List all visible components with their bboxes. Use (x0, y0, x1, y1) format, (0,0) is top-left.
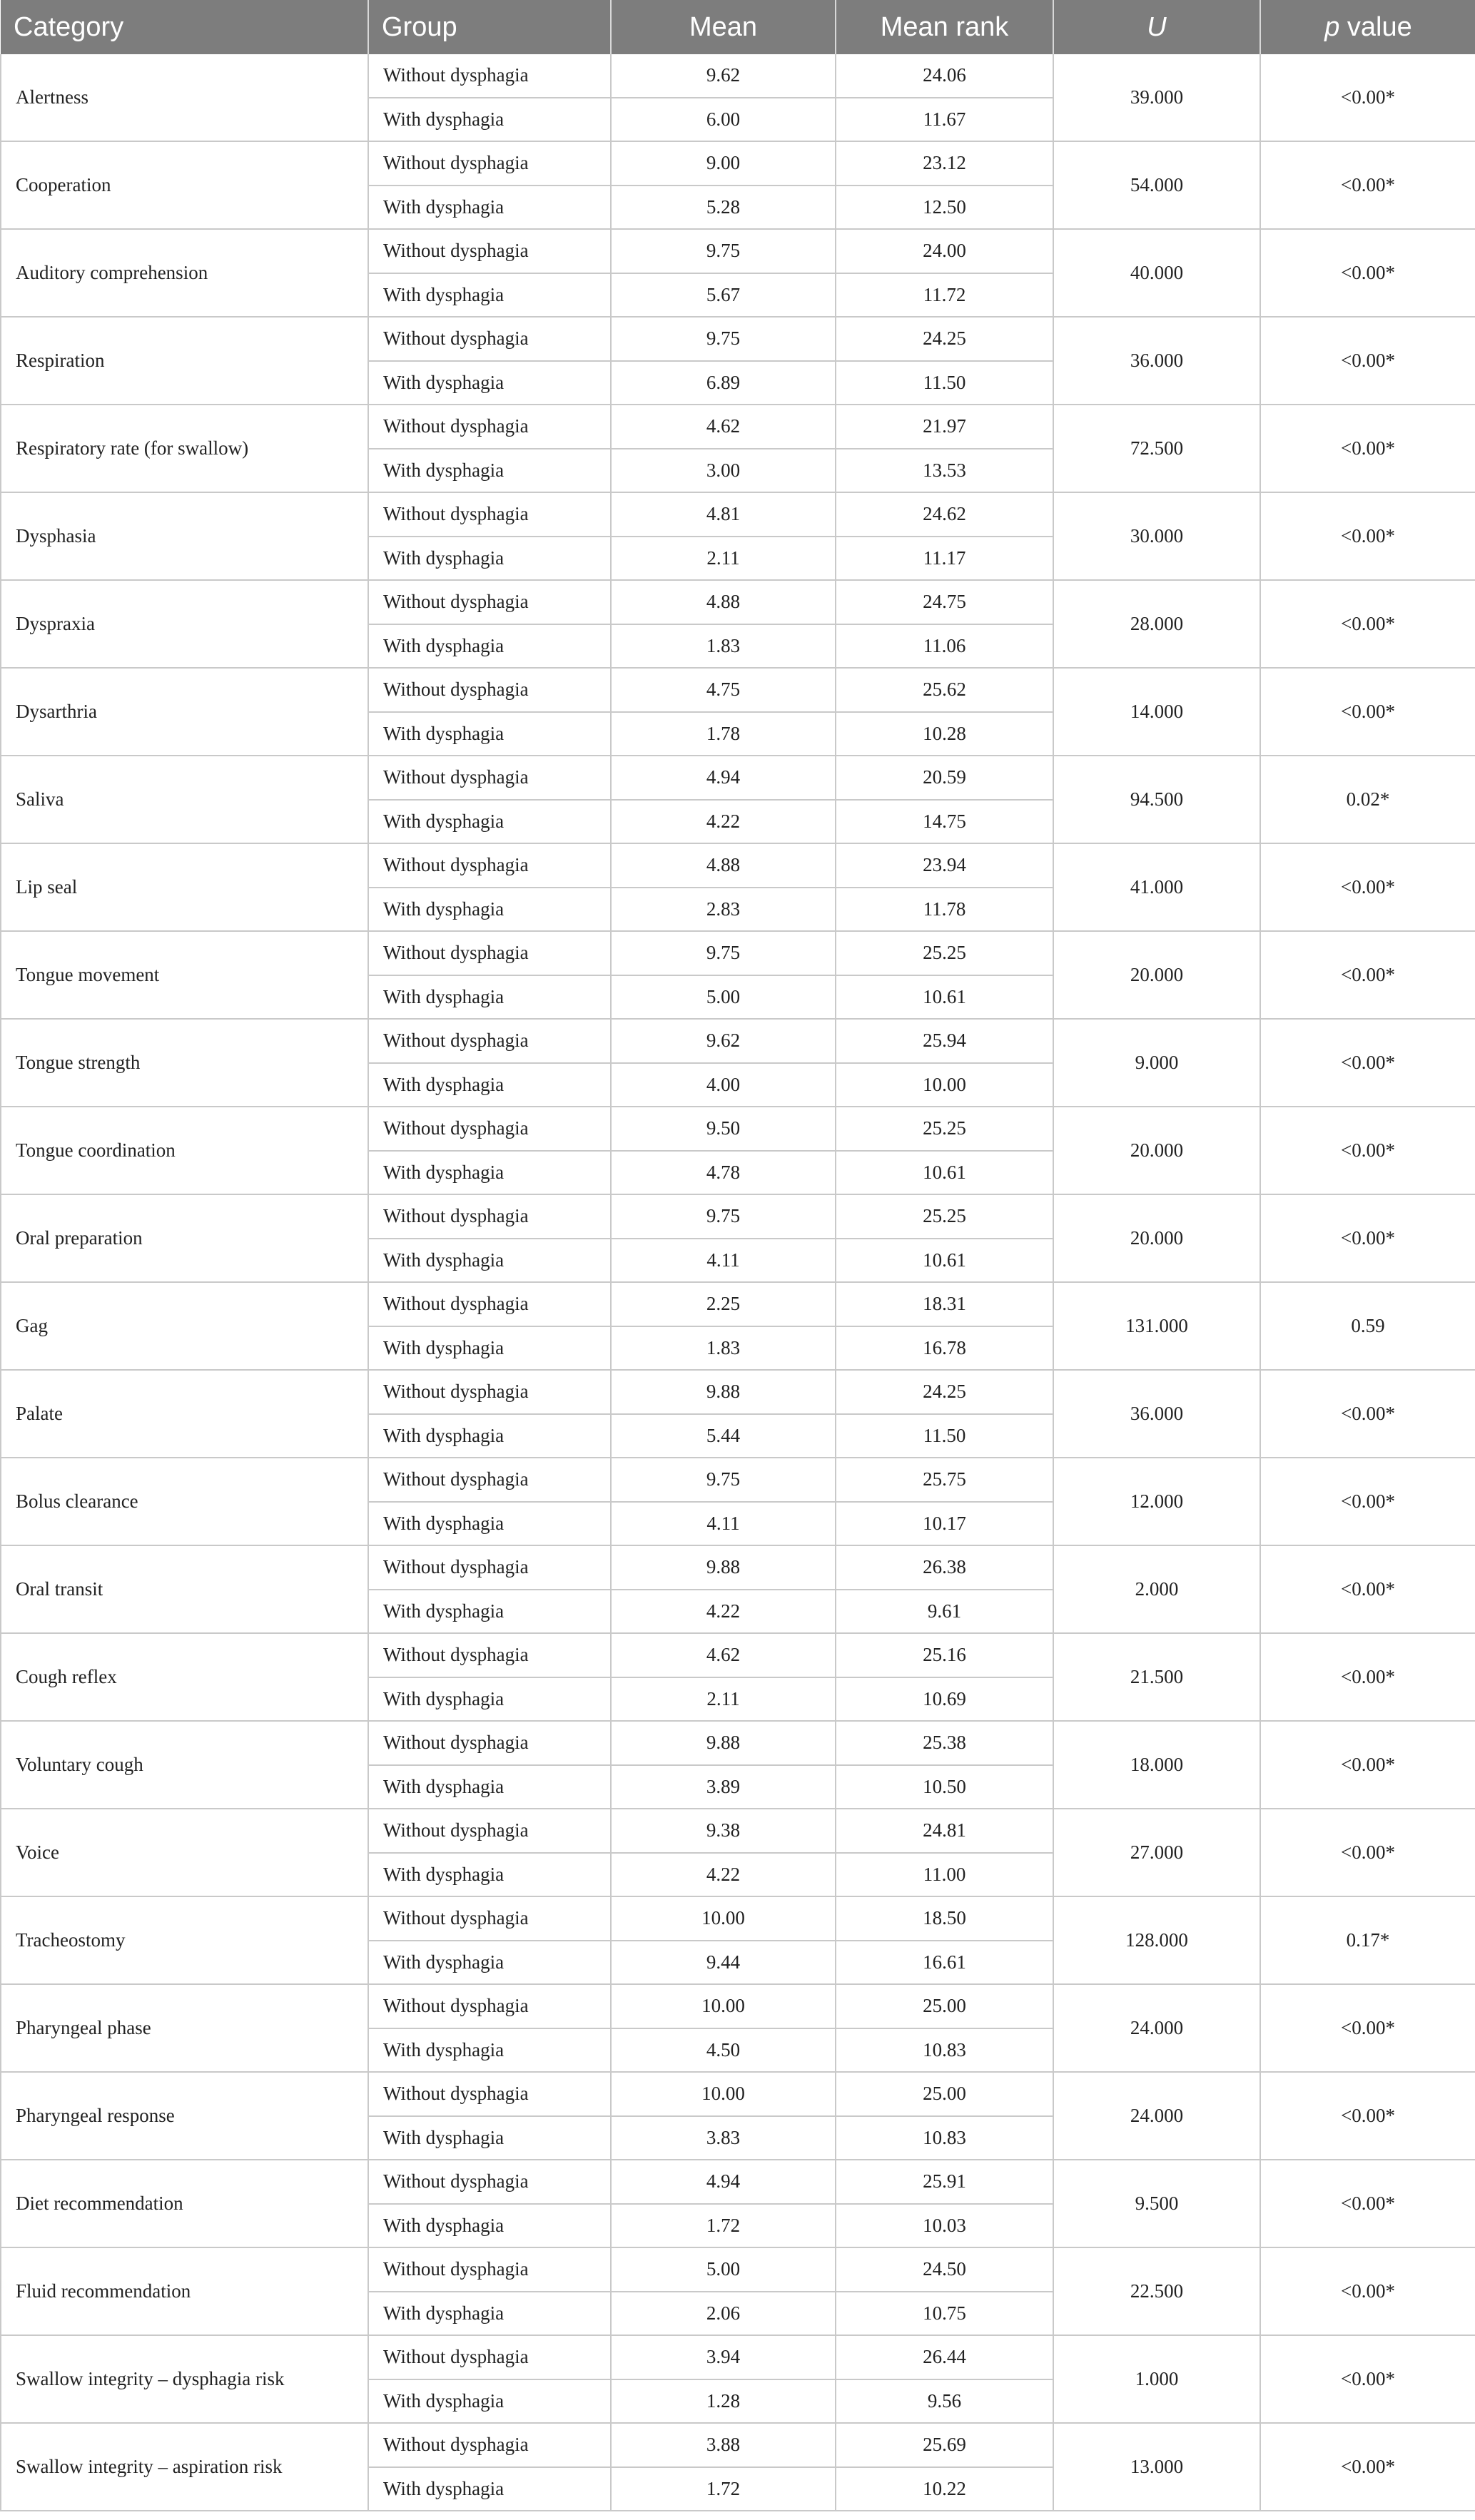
header-mean: Mean (611, 0, 836, 54)
mean-cell: 4.00 (611, 1063, 836, 1107)
group-cell: With dysphagia (368, 1326, 611, 1371)
mean-rank-cell: 24.81 (836, 1809, 1053, 1853)
group-cell: Without dysphagia (368, 1545, 611, 1590)
p-value-cell: <0.00* (1260, 1019, 1475, 1107)
mean-cell: 4.88 (611, 843, 836, 888)
category-cell: Oral preparation (1, 1194, 368, 1282)
mean-rank-cell: 24.75 (836, 580, 1053, 624)
mean-cell: 4.94 (611, 2160, 836, 2204)
header-group: Group (368, 0, 611, 54)
group-cell: Without dysphagia (368, 2160, 611, 2204)
mean-cell: 4.11 (611, 1239, 836, 1283)
table-row (1, 1721, 1475, 1765)
u-cell: 30.000 (1053, 492, 1260, 580)
mean-rank-cell: 11.78 (836, 888, 1053, 932)
u-cell: 41.000 (1053, 843, 1260, 931)
category-cell: Tongue strength (1, 1019, 368, 1107)
p-value-cell: 0.02* (1260, 756, 1475, 843)
mean-rank-cell: 25.00 (836, 2072, 1053, 2116)
u-cell: 131.000 (1053, 1282, 1260, 1370)
p-value-cell: <0.00* (1260, 843, 1475, 931)
table-row (1, 141, 1475, 186)
mean-cell: 1.28 (611, 2379, 836, 2424)
category-cell: Oral transit (1, 1545, 368, 1633)
mean-rank-cell: 24.50 (836, 2247, 1053, 2292)
mean-rank-cell: 10.50 (836, 1765, 1053, 1809)
category-cell: Diet recommendation (1, 2160, 368, 2247)
group-cell: With dysphagia (368, 712, 611, 756)
group-cell: With dysphagia (368, 1677, 611, 1722)
mean-cell: 2.83 (611, 888, 836, 932)
mean-rank-cell: 24.62 (836, 492, 1053, 537)
group-cell: With dysphagia (368, 2116, 611, 2160)
mean-cell: 3.94 (611, 2335, 836, 2379)
mean-rank-cell: 12.50 (836, 186, 1053, 230)
mean-rank-cell: 24.00 (836, 229, 1053, 273)
mean-rank-cell: 11.50 (836, 361, 1053, 405)
mean-rank-cell: 11.72 (836, 273, 1053, 317)
mean-rank-cell: 25.69 (836, 2423, 1053, 2467)
group-cell: Without dysphagia (368, 1633, 611, 1677)
mean-cell: 4.62 (611, 1633, 836, 1677)
mean-cell: 9.44 (611, 1941, 836, 1985)
table-row (1, 2160, 1475, 2204)
category-cell: Dysphasia (1, 492, 368, 580)
table-row (1, 1809, 1475, 1853)
group-cell: With dysphagia (368, 1765, 611, 1809)
group-cell: Without dysphagia (368, 492, 611, 537)
group-cell: Without dysphagia (368, 1370, 611, 1414)
mean-rank-cell: 24.25 (836, 317, 1053, 361)
mean-rank-cell: 13.53 (836, 449, 1053, 493)
mean-cell: 9.00 (611, 141, 836, 186)
mean-rank-cell: 11.00 (836, 1853, 1053, 1897)
u-cell: 36.000 (1053, 317, 1260, 405)
u-cell: 28.000 (1053, 580, 1260, 668)
group-cell: Without dysphagia (368, 1984, 611, 2028)
group-cell: With dysphagia (368, 800, 611, 844)
p-value-cell: <0.00* (1260, 1809, 1475, 1896)
mean-cell: 4.78 (611, 1151, 836, 1195)
category-cell: Auditory comprehension (1, 229, 368, 317)
category-cell: Pharyngeal response (1, 2072, 368, 2160)
table-row (1, 492, 1475, 537)
mean-rank-cell: 25.25 (836, 1107, 1053, 1151)
group-cell: With dysphagia (368, 2292, 611, 2336)
group-cell: Without dysphagia (368, 580, 611, 624)
category-cell: Gag (1, 1282, 368, 1370)
mean-cell: 1.83 (611, 624, 836, 669)
group-cell: Without dysphagia (368, 2072, 611, 2116)
p-value-cell: <0.00* (1260, 2423, 1475, 2511)
group-cell: With dysphagia (368, 449, 611, 493)
u-cell: 72.500 (1053, 405, 1260, 492)
category-cell: Cooperation (1, 141, 368, 229)
mean-cell: 1.78 (611, 712, 836, 756)
mean-rank-cell: 10.61 (836, 1151, 1053, 1195)
mean-cell: 10.00 (611, 2072, 836, 2116)
header-p-rest: value (1339, 11, 1412, 42)
table-row (1, 1984, 1475, 2028)
group-cell: With dysphagia (368, 888, 611, 932)
u-cell: 12.000 (1053, 1458, 1260, 1545)
group-cell: With dysphagia (368, 1590, 611, 1634)
group-cell: Without dysphagia (368, 1107, 611, 1151)
u-cell: 22.500 (1053, 2247, 1260, 2335)
category-cell: Respiratory rate (for swallow) (1, 405, 368, 492)
u-cell: 24.000 (1053, 1984, 1260, 2072)
mean-rank-cell: 9.61 (836, 1590, 1053, 1634)
table-row (1, 668, 1475, 712)
mean-rank-cell: 10.83 (836, 2028, 1053, 2073)
p-value-cell: <0.00* (1260, 317, 1475, 405)
mean-rank-cell: 25.94 (836, 1019, 1053, 1063)
p-value-cell: <0.00* (1260, 580, 1475, 668)
table-row (1, 1370, 1475, 1414)
mean-cell: 9.88 (611, 1721, 836, 1765)
mean-cell: 5.28 (611, 186, 836, 230)
group-cell: With dysphagia (368, 2467, 611, 2511)
group-cell: Without dysphagia (368, 1019, 611, 1063)
mean-rank-cell: 16.78 (836, 1326, 1053, 1371)
mean-cell: 5.00 (611, 2247, 836, 2292)
mean-rank-cell: 10.61 (836, 975, 1053, 1020)
p-value-cell: <0.00* (1260, 1107, 1475, 1194)
mean-cell: 4.11 (611, 1502, 836, 1546)
group-cell: With dysphagia (368, 1414, 611, 1458)
group-cell: With dysphagia (368, 361, 611, 405)
group-cell: Without dysphagia (368, 843, 611, 888)
group-cell: With dysphagia (368, 2028, 611, 2073)
mean-cell: 1.72 (611, 2204, 836, 2248)
group-cell: Without dysphagia (368, 2423, 611, 2467)
group-cell: Without dysphagia (368, 141, 611, 186)
u-cell: 36.000 (1053, 1370, 1260, 1458)
mean-cell: 4.22 (611, 1853, 836, 1897)
mean-rank-cell: 25.75 (836, 1458, 1053, 1502)
mean-rank-cell: 26.38 (836, 1545, 1053, 1590)
mean-cell: 2.25 (611, 1282, 836, 1326)
mean-cell: 9.62 (611, 54, 836, 98)
p-value-cell: <0.00* (1260, 2072, 1475, 2160)
p-value-cell: <0.00* (1260, 229, 1475, 317)
u-cell: 54.000 (1053, 141, 1260, 229)
mean-rank-cell: 23.12 (836, 141, 1053, 186)
mean-cell: 6.00 (611, 98, 836, 142)
u-cell: 20.000 (1053, 931, 1260, 1019)
mean-rank-cell: 10.75 (836, 2292, 1053, 2336)
p-value-cell: <0.00* (1260, 1633, 1475, 1721)
group-cell: With dysphagia (368, 1063, 611, 1107)
group-cell: Without dysphagia (368, 1721, 611, 1765)
p-value-cell: <0.00* (1260, 1984, 1475, 2072)
mean-cell: 9.50 (611, 1107, 836, 1151)
header-mean-rank: Mean rank (836, 0, 1053, 54)
mean-cell: 9.75 (611, 317, 836, 361)
table-row (1, 1633, 1475, 1677)
mean-cell: 1.83 (611, 1326, 836, 1371)
table-row (1, 1545, 1475, 1590)
category-cell: Lip seal (1, 843, 368, 931)
mean-cell: 3.88 (611, 2423, 836, 2467)
mean-rank-cell: 10.03 (836, 2204, 1053, 2248)
table-row (1, 317, 1475, 361)
mean-rank-cell: 11.17 (836, 537, 1053, 581)
group-cell: With dysphagia (368, 186, 611, 230)
mean-rank-cell: 18.31 (836, 1282, 1053, 1326)
table-row (1, 1194, 1475, 1239)
table-row (1, 405, 1475, 449)
mean-cell: 4.62 (611, 405, 836, 449)
u-cell: 9.500 (1053, 2160, 1260, 2247)
mean-rank-cell: 10.69 (836, 1677, 1053, 1722)
mean-rank-cell: 25.16 (836, 1633, 1053, 1677)
mean-cell: 5.67 (611, 273, 836, 317)
mean-rank-cell: 24.06 (836, 54, 1053, 98)
mean-rank-cell: 26.44 (836, 2335, 1053, 2379)
group-cell: With dysphagia (368, 624, 611, 669)
mean-cell: 9.75 (611, 229, 836, 273)
category-cell: Fluid recommendation (1, 2247, 368, 2335)
group-cell: Without dysphagia (368, 317, 611, 361)
p-value-cell: <0.00* (1260, 1194, 1475, 1282)
p-value-cell: <0.00* (1260, 1458, 1475, 1545)
mean-cell: 4.22 (611, 1590, 836, 1634)
mean-cell: 5.00 (611, 975, 836, 1020)
p-value-cell: <0.00* (1260, 1545, 1475, 1633)
u-cell: 40.000 (1053, 229, 1260, 317)
mean-rank-cell: 11.50 (836, 1414, 1053, 1458)
group-cell: With dysphagia (368, 98, 611, 142)
mean-cell: 4.75 (611, 668, 836, 712)
group-cell: Without dysphagia (368, 1194, 611, 1239)
mean-cell: 9.75 (611, 1194, 836, 1239)
mean-rank-cell: 14.75 (836, 800, 1053, 844)
mean-cell: 4.88 (611, 580, 836, 624)
mean-cell: 10.00 (611, 1984, 836, 2028)
header-p-italic: p (1324, 11, 1340, 42)
group-cell: Without dysphagia (368, 668, 611, 712)
category-cell: Cough reflex (1, 1633, 368, 1721)
mean-rank-cell: 18.50 (836, 1896, 1053, 1941)
table-row (1, 756, 1475, 800)
category-cell: Dyspraxia (1, 580, 368, 668)
mean-rank-cell: 20.59 (836, 756, 1053, 800)
mean-rank-cell: 10.28 (836, 712, 1053, 756)
group-cell: With dysphagia (368, 1239, 611, 1283)
mean-rank-cell: 25.25 (836, 931, 1053, 975)
table-row (1, 2072, 1475, 2116)
u-cell: 20.000 (1053, 1107, 1260, 1194)
u-cell: 2.000 (1053, 1545, 1260, 1633)
group-cell: With dysphagia (368, 537, 611, 581)
mean-cell: 6.89 (611, 361, 836, 405)
table-row (1, 843, 1475, 888)
table-body (1, 54, 1475, 2511)
mean-rank-cell: 10.61 (836, 1239, 1053, 1283)
table-row (1, 580, 1475, 624)
table-row (1, 1107, 1475, 1151)
table-row (1, 2335, 1475, 2379)
group-cell: Without dysphagia (368, 1458, 611, 1502)
category-cell: Respiration (1, 317, 368, 405)
mean-rank-cell: 25.62 (836, 668, 1053, 712)
table-row (1, 2247, 1475, 2292)
u-cell: 128.000 (1053, 1896, 1260, 1984)
table-row (1, 2423, 1475, 2467)
mean-rank-cell: 10.00 (836, 1063, 1053, 1107)
group-cell: With dysphagia (368, 1853, 611, 1897)
group-cell: Without dysphagia (368, 2335, 611, 2379)
u-cell: 1.000 (1053, 2335, 1260, 2423)
mean-cell: 4.81 (611, 492, 836, 537)
mean-cell: 4.94 (611, 756, 836, 800)
category-cell: Bolus clearance (1, 1458, 368, 1545)
p-value-cell: <0.00* (1260, 54, 1475, 141)
category-cell: Dysarthria (1, 668, 368, 756)
category-cell: Pharyngeal phase (1, 1984, 368, 2072)
category-cell: Swallow integrity – aspiration risk (1, 2423, 368, 2511)
group-cell: With dysphagia (368, 1502, 611, 1546)
category-cell: Tracheostomy (1, 1896, 368, 1984)
p-value-cell: <0.00* (1260, 405, 1475, 492)
mean-cell: 9.75 (611, 931, 836, 975)
category-cell: Tongue coordination (1, 1107, 368, 1194)
mean-cell: 2.06 (611, 2292, 836, 2336)
mean-rank-cell: 21.97 (836, 405, 1053, 449)
category-cell: Palate (1, 1370, 368, 1458)
mean-cell: 1.72 (611, 2467, 836, 2511)
mean-rank-cell: 10.83 (836, 2116, 1053, 2160)
category-cell: Voice (1, 1809, 368, 1896)
p-value-cell: <0.00* (1260, 1721, 1475, 1809)
mean-rank-cell: 23.94 (836, 843, 1053, 888)
category-cell: Tongue movement (1, 931, 368, 1019)
u-cell: 9.000 (1053, 1019, 1260, 1107)
mean-cell: 3.00 (611, 449, 836, 493)
category-cell: Alertness (1, 54, 368, 141)
group-cell: Without dysphagia (368, 1282, 611, 1326)
table-row (1, 1896, 1475, 1941)
group-cell: Without dysphagia (368, 229, 611, 273)
mean-cell: 4.50 (611, 2028, 836, 2073)
mean-cell: 9.88 (611, 1370, 836, 1414)
table-row (1, 1282, 1475, 1326)
u-cell: 13.000 (1053, 2423, 1260, 2511)
group-cell: Without dysphagia (368, 931, 611, 975)
table-row (1, 229, 1475, 273)
category-cell: Swallow integrity – dysphagia risk (1, 2335, 368, 2423)
table-header (1, 0, 1475, 54)
mean-rank-cell: 9.56 (836, 2379, 1053, 2424)
p-value-cell: <0.00* (1260, 141, 1475, 229)
group-cell: With dysphagia (368, 2379, 611, 2424)
group-cell: Without dysphagia (368, 1809, 611, 1853)
mean-rank-cell: 25.91 (836, 2160, 1053, 2204)
header-category: Category (1, 0, 368, 54)
u-cell: 39.000 (1053, 54, 1260, 141)
group-cell: With dysphagia (368, 1941, 611, 1985)
header-row (1, 0, 1475, 54)
mean-cell: 2.11 (611, 537, 836, 581)
category-cell: Saliva (1, 756, 368, 843)
u-cell: 18.000 (1053, 1721, 1260, 1809)
p-value-cell: <0.00* (1260, 2160, 1475, 2247)
u-cell: 20.000 (1053, 1194, 1260, 1282)
mean-cell: 9.62 (611, 1019, 836, 1063)
mean-cell: 4.22 (611, 800, 836, 844)
mean-rank-cell: 10.22 (836, 2467, 1053, 2511)
header-u: U (1053, 0, 1260, 54)
mean-rank-cell: 11.06 (836, 624, 1053, 669)
header-p-value (1260, 0, 1475, 54)
table-row (1, 1019, 1475, 1063)
mean-rank-cell: 10.17 (836, 1502, 1053, 1546)
p-value-cell: <0.00* (1260, 931, 1475, 1019)
mean-cell: 9.38 (611, 1809, 836, 1853)
group-cell: Without dysphagia (368, 1896, 611, 1941)
category-cell: Voluntary cough (1, 1721, 368, 1809)
p-value-cell: <0.00* (1260, 492, 1475, 580)
u-cell: 27.000 (1053, 1809, 1260, 1896)
mean-rank-cell: 25.25 (836, 1194, 1053, 1239)
u-cell: 24.000 (1053, 2072, 1260, 2160)
mean-rank-cell: 11.67 (836, 98, 1053, 142)
table-row (1, 1458, 1475, 1502)
p-value-cell: 0.17* (1260, 1896, 1475, 1984)
mean-rank-cell: 25.38 (836, 1721, 1053, 1765)
mean-cell: 5.44 (611, 1414, 836, 1458)
mean-cell: 9.88 (611, 1545, 836, 1590)
u-cell: 21.500 (1053, 1633, 1260, 1721)
p-value-cell: <0.00* (1260, 2335, 1475, 2423)
mean-rank-cell: 24.25 (836, 1370, 1053, 1414)
group-cell: With dysphagia (368, 273, 611, 317)
group-cell: Without dysphagia (368, 405, 611, 449)
mean-cell: 9.75 (611, 1458, 836, 1502)
group-cell: Without dysphagia (368, 756, 611, 800)
mean-cell: 3.83 (611, 2116, 836, 2160)
mean-rank-cell: 25.00 (836, 1984, 1053, 2028)
mean-cell: 10.00 (611, 1896, 836, 1941)
table-row (1, 54, 1475, 98)
u-cell: 14.000 (1053, 668, 1260, 756)
p-value-cell: <0.00* (1260, 1370, 1475, 1458)
p-value-cell: 0.59 (1260, 1282, 1475, 1370)
mean-rank-cell: 16.61 (836, 1941, 1053, 1985)
p-value-cell: <0.00* (1260, 668, 1475, 756)
table-row (1, 931, 1475, 975)
group-cell: With dysphagia (368, 975, 611, 1020)
p-value-cell: <0.00* (1260, 2247, 1475, 2335)
u-cell: 94.500 (1053, 756, 1260, 843)
mean-cell: 2.11 (611, 1677, 836, 1722)
group-cell: Without dysphagia (368, 54, 611, 98)
group-cell: Without dysphagia (368, 2247, 611, 2292)
mean-cell: 3.89 (611, 1765, 836, 1809)
group-cell: With dysphagia (368, 2204, 611, 2248)
group-cell: With dysphagia (368, 1151, 611, 1195)
